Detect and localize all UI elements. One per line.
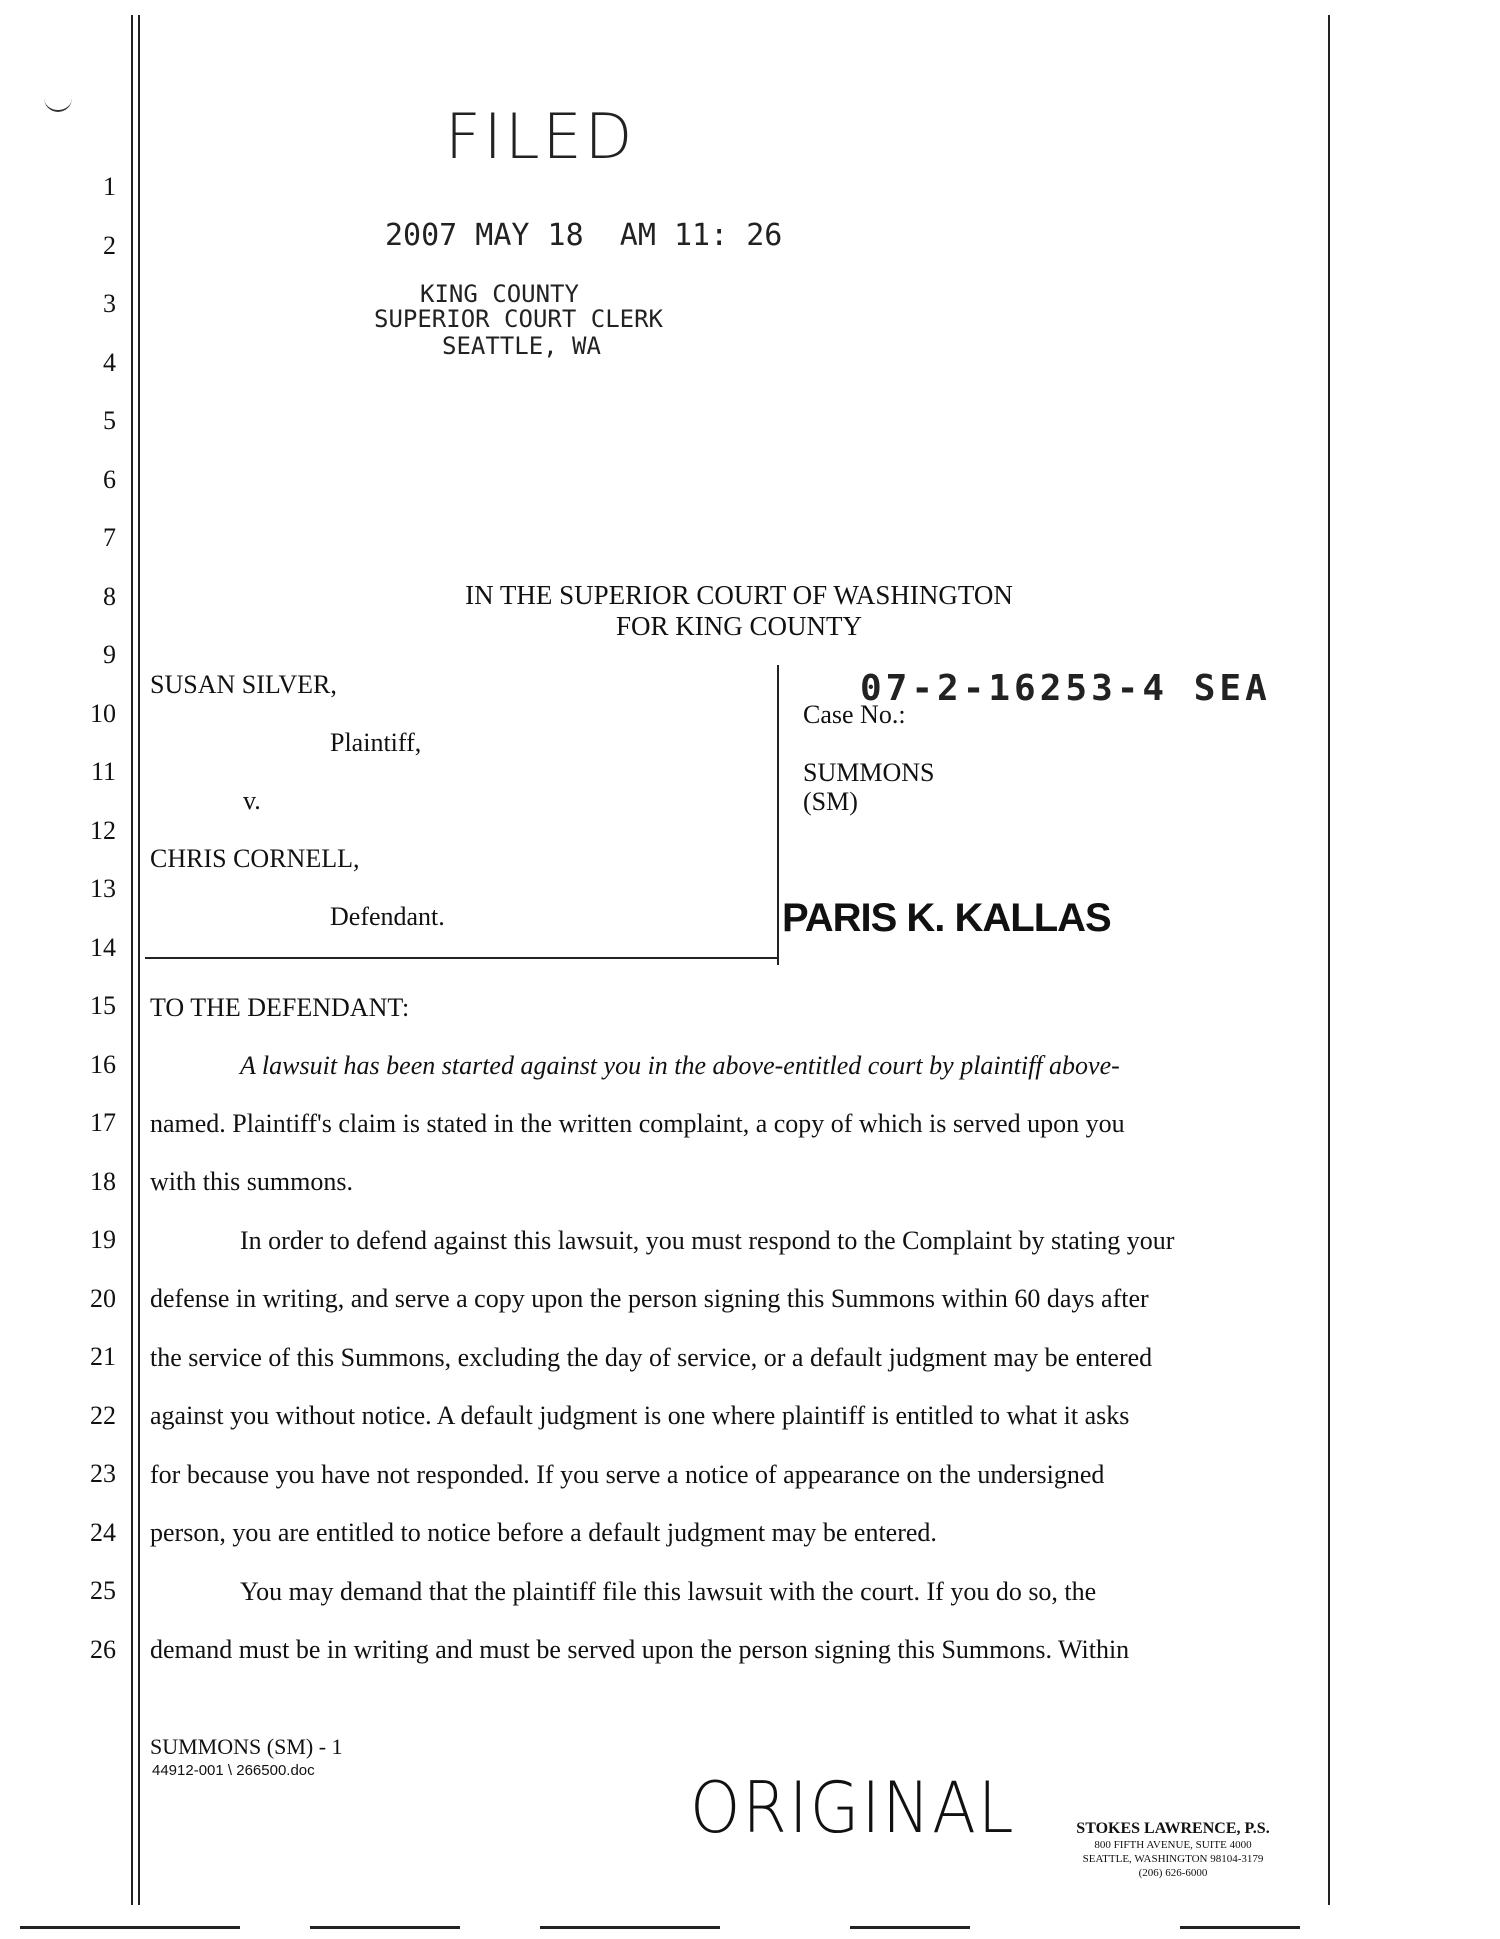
caption-bottom-rule bbox=[145, 957, 779, 959]
original-stamp: ORIGINAL bbox=[690, 1768, 1016, 1850]
scan-edge-segment bbox=[540, 1926, 720, 1929]
firm-block bbox=[1030, 1819, 1316, 1880]
line-number: 12 bbox=[90, 816, 116, 845]
court-heading bbox=[150, 580, 1328, 642]
document-code: (SM) bbox=[803, 787, 858, 816]
line-number: 2 bbox=[103, 231, 116, 260]
body-text-line: the service of this Summons, excluding the day of service, or a default judgment may be entered bbox=[150, 1343, 1153, 1372]
left-margin-rule-inner bbox=[138, 15, 140, 1905]
body-text-line: You may demand that the plaintiff file this lawsuit with the court. If you do so, the bbox=[240, 1577, 1097, 1606]
body-text-line: against you without notice. A default judgment is one where plaintiff is entitled to what it asks bbox=[150, 1401, 1130, 1430]
line-number: 13 bbox=[90, 874, 116, 903]
filed-datetime-stamp: 2007 MAY 18 AM 11: 26 bbox=[385, 218, 783, 253]
body-text-line: defense in writing, and serve a copy upon the person signing this Summons within 60 days after bbox=[150, 1284, 1149, 1313]
plaintiff-name: SUSAN SILVER, bbox=[150, 670, 337, 699]
line-number: 7 bbox=[103, 523, 116, 552]
line-number: 15 bbox=[90, 991, 116, 1020]
line-number: 1 bbox=[103, 172, 116, 201]
body-text-line: with this summons. bbox=[150, 1167, 353, 1196]
stray-mark bbox=[44, 96, 72, 112]
clerk-stamp-line: SEATTLE, WA bbox=[442, 332, 601, 360]
firm-address-1: 800 FIFTH AVENUE, SUITE 4000 bbox=[1094, 1839, 1252, 1851]
line-number: 6 bbox=[103, 465, 116, 494]
line-number: 9 bbox=[103, 640, 116, 669]
line-number: 8 bbox=[103, 582, 116, 611]
body-text-line: for because you have not responded. If you serve a notice of appearance on the undersigned bbox=[150, 1460, 1105, 1489]
body-text-line: demand must be in writing and must be served upon the person signing this Summons. Within bbox=[150, 1635, 1130, 1664]
scan-edge-segment bbox=[20, 1926, 240, 1929]
scan-edge-segment bbox=[1180, 1926, 1300, 1929]
footer-doc-title: SUMMONS (SM) - 1 bbox=[150, 1734, 343, 1759]
defendant-name: CHRIS CORNELL, bbox=[150, 844, 360, 873]
left-margin-rule-outer bbox=[131, 15, 133, 1905]
line-number: 5 bbox=[103, 406, 116, 435]
salutation: TO THE DEFENDANT: bbox=[150, 993, 410, 1022]
body-text-line: person, you are entitled to notice before a default judgment may be entered. bbox=[150, 1518, 937, 1547]
case-number-stamp: 07-2-16253-4 SEA bbox=[860, 668, 1271, 709]
filed-stamp: FILED bbox=[445, 100, 636, 173]
line-number: 24 bbox=[90, 1518, 116, 1547]
body-text-line: A lawsuit has been started against you in the above-entitled court by plaintiff above- bbox=[240, 1051, 1120, 1080]
scan-edge-segment bbox=[850, 1926, 970, 1929]
line-number: 25 bbox=[90, 1576, 116, 1605]
line-number: 11 bbox=[90, 757, 116, 786]
clerk-stamp-line: KING COUNTY bbox=[420, 280, 579, 308]
line-number: 21 bbox=[90, 1342, 116, 1371]
line-number: 19 bbox=[90, 1225, 116, 1254]
line-number: 4 bbox=[103, 348, 116, 377]
court-heading-line2: FOR KING COUNTY bbox=[615, 611, 862, 641]
firm-address-2: SEATTLE, WASHINGTON 98104-3179 bbox=[1082, 1853, 1264, 1865]
plaintiff-role: Plaintiff, bbox=[330, 728, 422, 757]
line-number: 10 bbox=[90, 699, 116, 728]
line-number: 26 bbox=[90, 1635, 116, 1664]
right-margin-rule bbox=[1328, 15, 1330, 1905]
firm-name: STOKES LAWRENCE, P.S. bbox=[1076, 1820, 1270, 1837]
line-number: 16 bbox=[90, 1050, 116, 1079]
footer-file-ref: 44912-001 \ 266500.doc bbox=[152, 1762, 315, 1779]
document-title: SUMMONS bbox=[803, 758, 935, 787]
line-number: 20 bbox=[90, 1284, 116, 1313]
case-number-label: Case No.: bbox=[803, 700, 906, 729]
line-number: 23 bbox=[90, 1459, 116, 1488]
line-number: 14 bbox=[90, 933, 116, 962]
defendant-role: Defendant. bbox=[330, 902, 445, 931]
clerk-stamp-line: SUPERIOR COURT CLERK bbox=[374, 305, 663, 333]
body-text-line: In order to defend against this lawsuit, you must respond to the Complaint by stating your bbox=[240, 1226, 1175, 1255]
body-text-line: named. Plaintiff's claim is stated in the written complaint, a copy of which is served upon you bbox=[150, 1109, 1125, 1138]
line-number: 18 bbox=[90, 1167, 116, 1196]
line-number: 3 bbox=[103, 289, 116, 318]
court-heading-line1: IN THE SUPERIOR COURT OF WASHINGTON bbox=[465, 580, 1013, 610]
scan-edge-segment bbox=[310, 1926, 460, 1929]
firm-phone: (206) 626-6000 bbox=[1138, 1867, 1208, 1879]
judge-stamp: PARIS K. KALLAS bbox=[782, 896, 1111, 940]
caption-divider bbox=[777, 665, 779, 965]
line-number: 22 bbox=[90, 1401, 116, 1430]
line-number: 17 bbox=[90, 1108, 116, 1137]
versus: v. bbox=[243, 786, 261, 815]
